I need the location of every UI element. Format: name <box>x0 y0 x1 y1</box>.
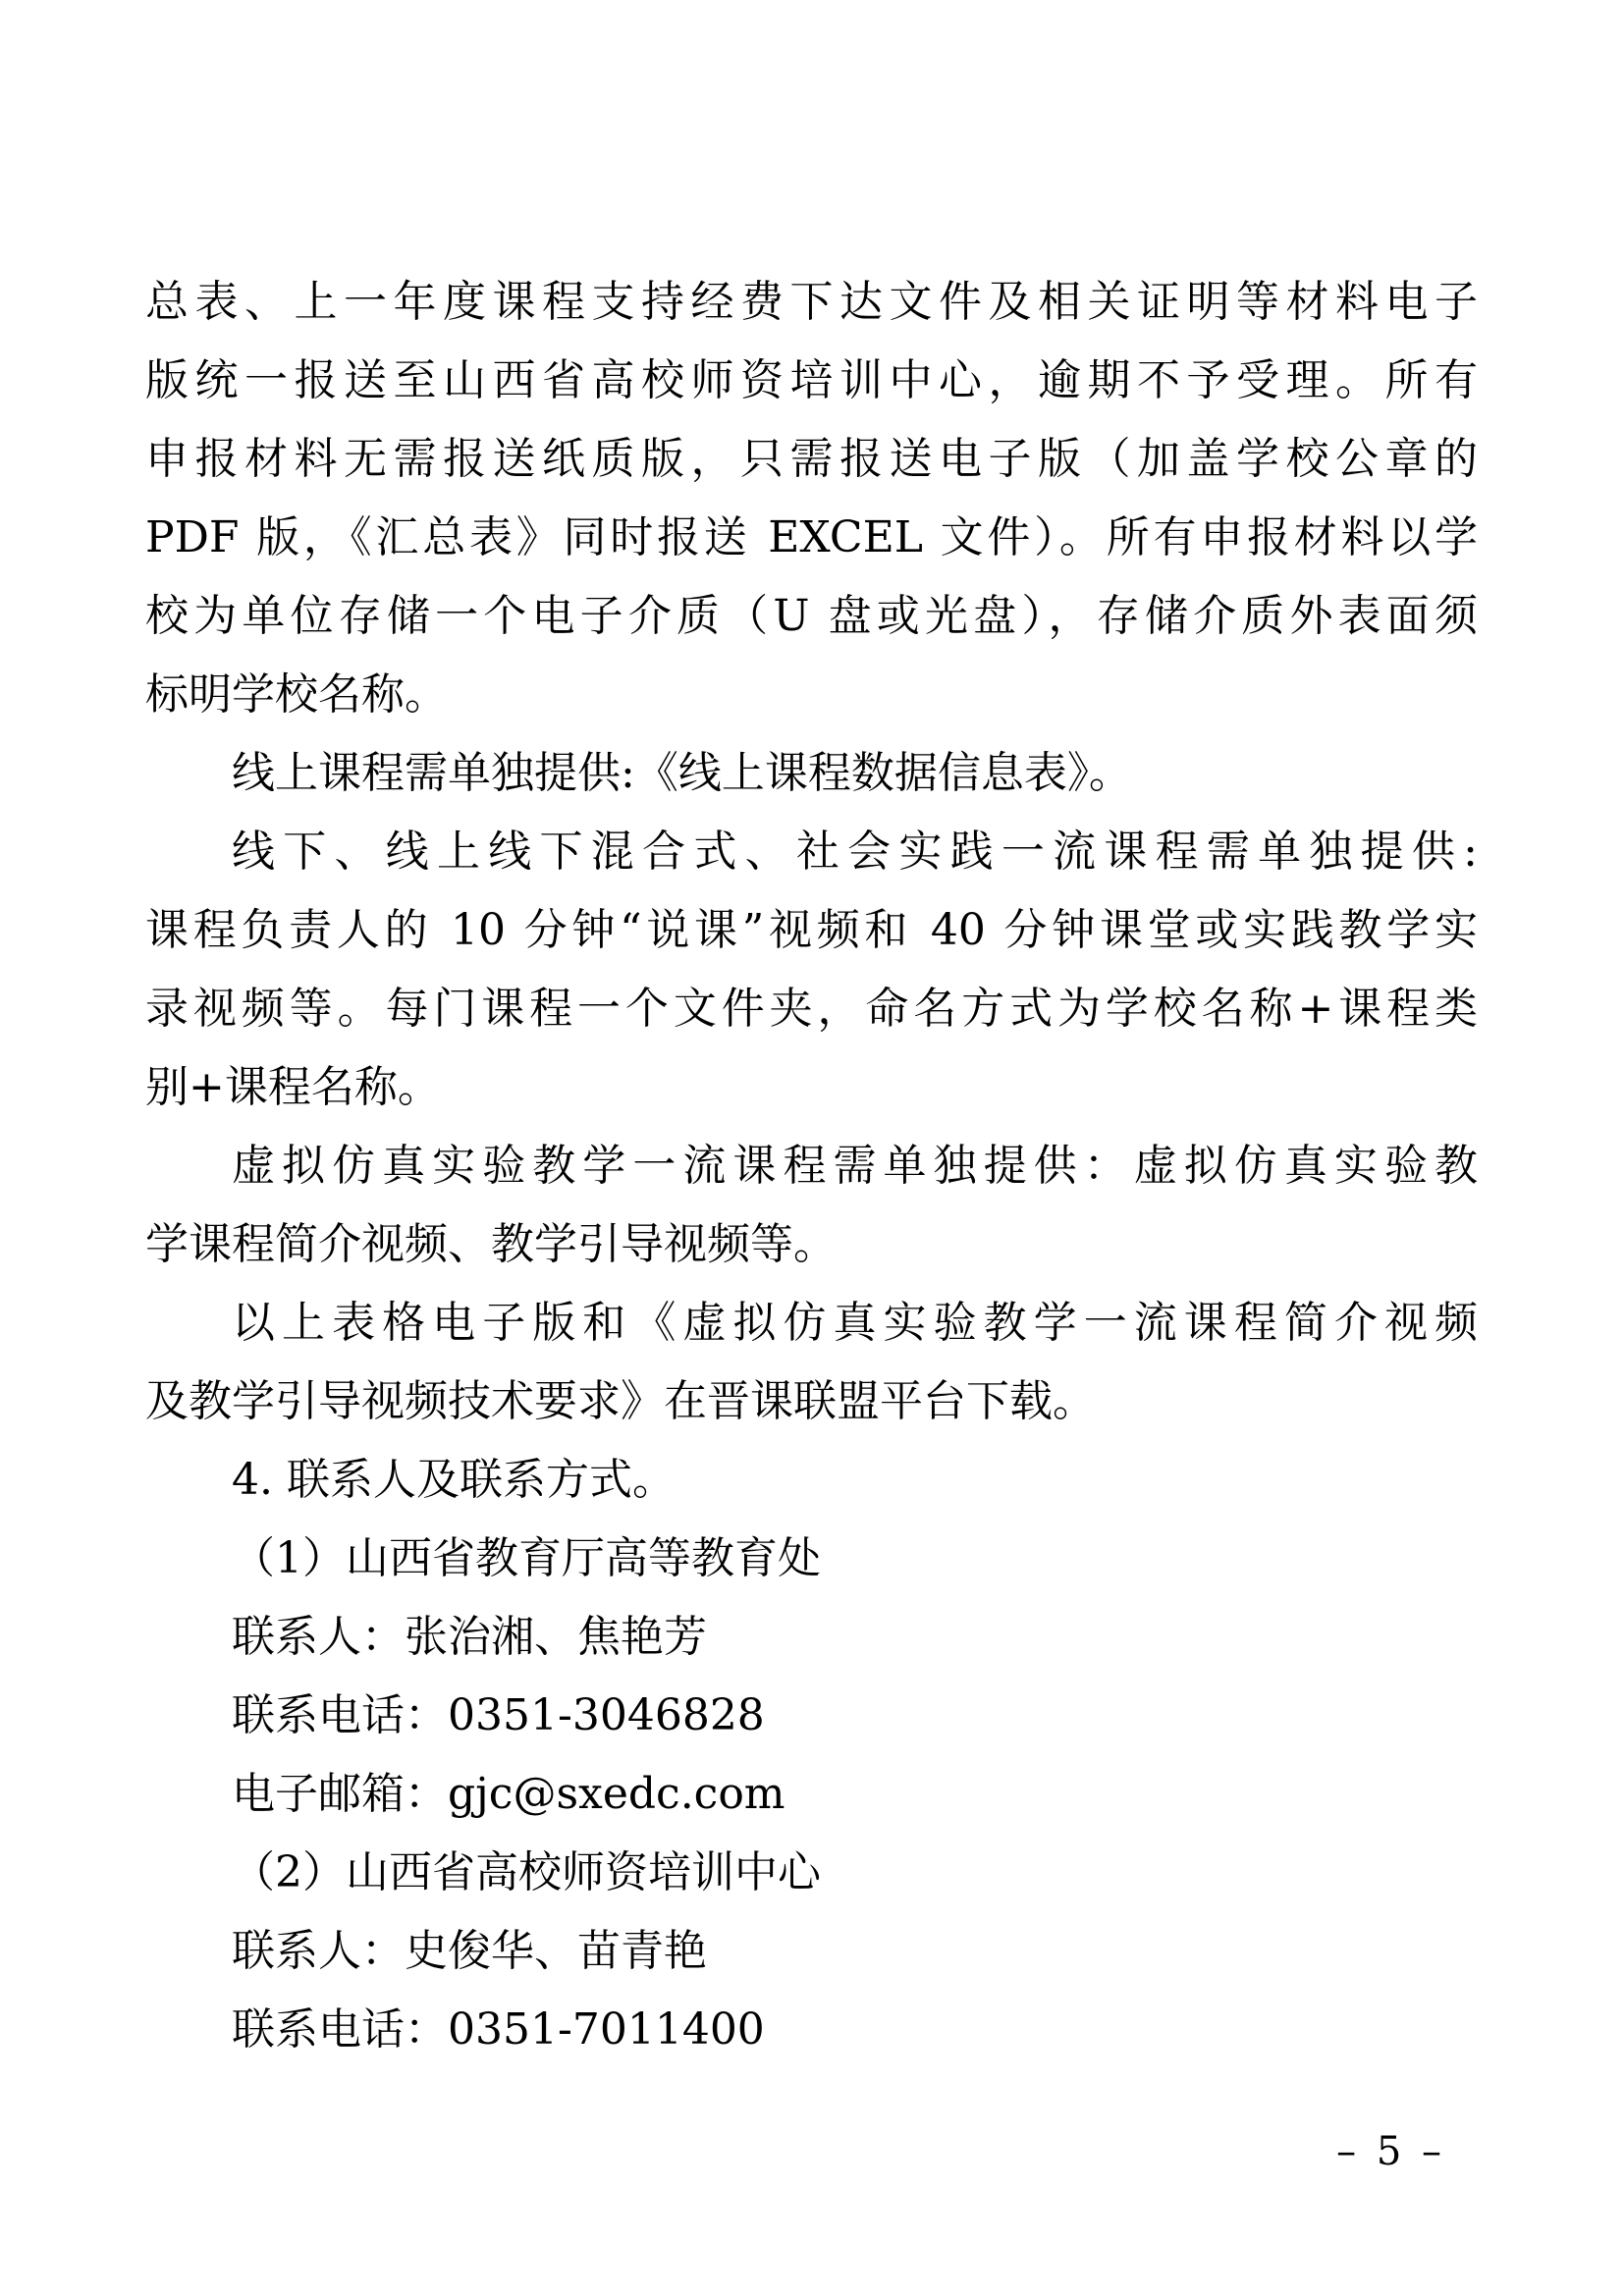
body-line-9: 课程负责人的 10 分钟“说课”视频和 40 分钟课堂或实践教学实 <box>145 905 1478 955</box>
org-1-contact-person-line: 联系人：张治湘、焦艳芳 <box>232 1612 707 1662</box>
virtual-lab-requirement-line: 虚拟仿真实验教学一流课程需单独提供：虚拟仿真实验教 <box>232 1141 1478 1191</box>
online-course-requirement-line: 线上课程需单独提供:《线上课程数据信息表》。 <box>232 748 1132 798</box>
page-number: – 5 – <box>1336 2129 1445 2174</box>
body-line-1: 总表、上一年度课程支持经费下达文件及相关证明等材料电子 <box>145 277 1478 327</box>
download-info-line: 以上表格电子版和《虚拟仿真实验教学一流课程简介视频 <box>232 1298 1478 1348</box>
org-2-contact-phone-line: 联系电话：0351-7011400 <box>232 2004 765 2055</box>
body-line-2: 版统一报送至山西省高校师资培训中心，逾期不予受理。所有 <box>145 355 1478 405</box>
offline-course-requirement-line: 线下、线上线下混合式、社会实践一流课程需单独提供: <box>232 827 1478 877</box>
body-line-3: 申报材料无需报送纸质版，只需报送电子版（加盖学校公章的 <box>145 434 1478 484</box>
org-2-name-line: （2）山西省高校师资培训中心 <box>232 1847 821 1897</box>
org-2-contact-person-line: 联系人：史俊华、苗青艳 <box>232 1926 707 1976</box>
body-line-4: PDF 版，《汇总表》同时报送 EXCEL 文件）。所有申报材料以学 <box>145 512 1478 562</box>
org-1-contact-phone-line: 联系电话：0351-3046828 <box>232 1690 765 1740</box>
body-line-15: 及教学引导视频技术要求》在晋课联盟平台下载。 <box>145 1376 1096 1426</box>
body-line-13: 学课程简介视频、教学引导视频等。 <box>145 1219 837 1269</box>
body-line-11: 别+课程名称。 <box>145 1062 441 1112</box>
body-line-6: 标明学校名称。 <box>145 669 448 720</box>
section-4-heading: 4. 联系人及联系方式。 <box>232 1455 676 1505</box>
org-1-name-line: （1）山西省教育厅高等教育处 <box>232 1533 821 1583</box>
org-1-contact-email-line: 电子邮箱：gjc@sxedc.com <box>232 1769 785 1819</box>
body-line-5: 校为单位存储一个电子介质（U 盘或光盘），存储介质外表面须 <box>145 591 1478 641</box>
document-body <box>145 263 1478 2069</box>
body-line-10: 录视频等。每门课程一个文件夹，命名方式为学校名称+课程类 <box>145 984 1478 1034</box>
